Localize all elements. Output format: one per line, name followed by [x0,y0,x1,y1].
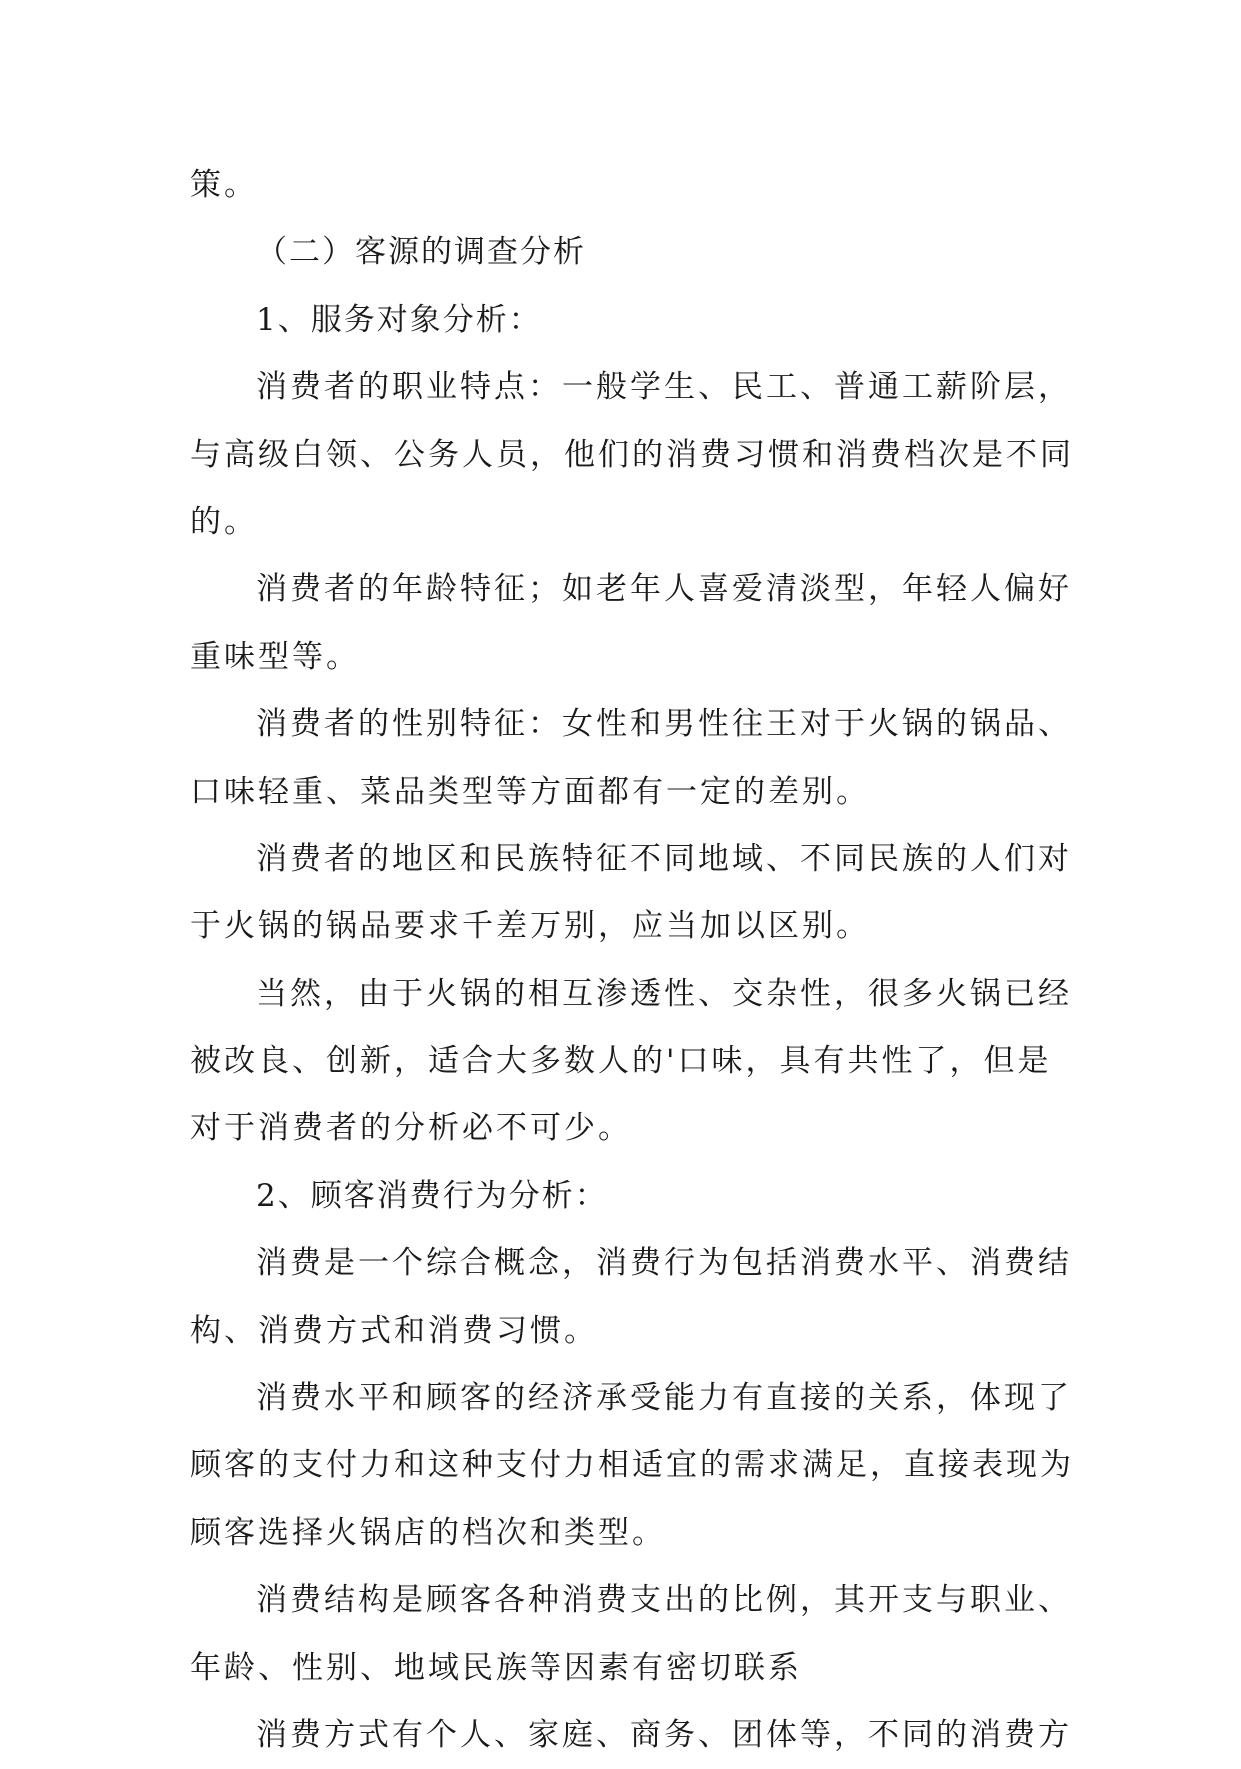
text-line: 重味型等。 [190,638,360,675]
text-line: 于火锅的锅品要求千差万别，应当加以区别。 [190,908,870,945]
text-line: 消费水平和顾客的经济承受能力有直接的关系，体现了 [256,1380,1072,1417]
text-line: 消费是一个综合概念，消费行为包括消费水平、消费结 [256,1245,1072,1282]
body-text [190,152,1074,1769]
text-line: 与高级白领、公务人员，他们的消费习惯和消费档次是不同 [190,436,1074,473]
section-heading: （二）客源的调查分析 [256,234,586,271]
text-line: 策。 [190,167,258,203]
text-line: 消费者的职业特点：一般学生、民工、普通工薪阶层， [256,369,1072,406]
text-line: 年龄、性别、地域民族等因素有密切联系 [190,1649,802,1686]
text-line: 消费结构是顾客各种消费支出的比例，其开支与职业、 [256,1582,1072,1619]
text-line: 口味轻重、菜品类型等方面都有一定的差别。 [190,773,870,810]
text-line: 当然，由于火锅的相互渗透性、交杂性，很多火锅已经 [256,975,1072,1012]
text-line: 顾客选择火锅店的档次和类型。 [190,1514,666,1551]
text-line: 消费方式有个人、家庭、商务、团体等，不同的消费方 [256,1716,1072,1753]
section-heading: 1、服务对象分析： [256,301,542,338]
text-line: 消费者的地区和民族特征不同地域、不同民族的人们对 [256,840,1072,877]
text-line: 构、消费方式和消费习惯。 [190,1312,598,1349]
text-line: 被改良、创新，适合大多数人的'口味，具有共性了，但是 [190,1043,1052,1080]
section-heading: 2、顾客消费行为分析： [256,1177,608,1214]
text-line: 消费者的年龄特征；如老年人喜爱清淡型，年轻人偏好 [256,571,1072,608]
text-line: 顾客的支付力和这种支付力相适宜的需求满足，直接表现为 [190,1447,1074,1484]
text-line: 对于消费者的分析必不可少。 [190,1110,632,1147]
text-line: 的。 [190,503,258,540]
text-line: 消费者的性别特征：女性和男性往王对于火锅的锅品、 [256,706,1072,743]
